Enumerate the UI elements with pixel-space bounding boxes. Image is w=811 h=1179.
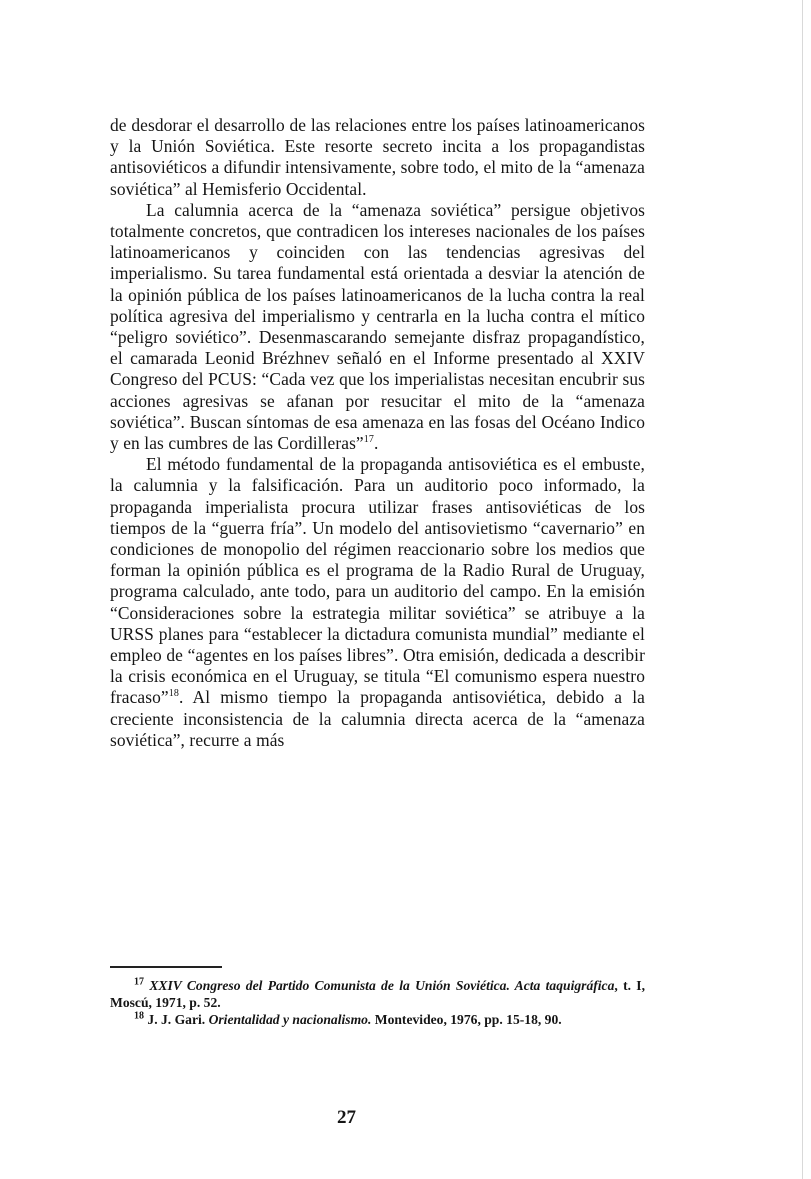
footnote-ref-18: 18 (168, 688, 179, 700)
paragraph-2 (110, 200, 645, 454)
paragraph-2-text: La calumnia acerca de la “amenaza soviética” persigue objetivos totalmente concretos, que contradicen los intereses nacionales de los países latinoamericanos y coinciden con las tendencias agresivas del imperialismo. Su tarea fundamental está orientada a desviar la atención de la opinión pública de los países latinoamericanos de la lucha contra la real política agresiva del imperialismo y centrarla en la lucha contra el mítico “peligro soviético”. Desenmascarando semejante disfraz propagandístico, el camarada Leonid Brézhnev señaló en el Informe presentado al XXIV Congreso del PCUS: “Cada vez que los imperialistas necesitan encubrir sus acciones agresivas se afanan por resucitar el mito de la “amenaza soviética”. Buscan síntomas de esa amenaza en las fosas del Océano Indico y en las cumbres de las Cordilleras” (110, 199, 645, 454)
footnote-17 (110, 977, 645, 1011)
paragraph-1 (110, 115, 645, 200)
footnote-17-number: 17 (134, 976, 144, 988)
footnote-18-title: Orientalidad y nacionalismo. (208, 1012, 372, 1027)
footnote-17-title: XXIV Congreso del Partido Comunista de la Unión Soviética. Acta taquigráfica (149, 978, 615, 993)
footnote-18-author: J. J. Gari. (147, 1012, 209, 1027)
page-edge-line (802, 0, 803, 1179)
footnote-ref-17: 17 (363, 434, 374, 446)
paragraph-2-end: . (373, 433, 379, 454)
footnotes (110, 977, 645, 1028)
footnote-18 (110, 1011, 645, 1028)
footnote-18-rest: Montevideo, 1976, pp. 15-18, 90. (371, 1012, 562, 1027)
paragraph-3 (110, 454, 645, 751)
paragraph-1-text: de desdorar el desarrollo de las relaciones entre los países latinoamericanos y la Unión Soviética. Este resorte secreto incita a los propagandistas antisoviéticos a difundir intensivamente, sobre todo, el mito de la “amenaza soviética” al Hemisferio Occidental. (110, 115, 645, 199)
main-text (110, 115, 645, 751)
footnote-18-number: 18 (134, 1010, 144, 1022)
paragraph-3-text-b: . Al mismo tiempo la propaganda antisoviética, debido a la creciente inconsistencia de la calumnia directa acerca de la “amenaza soviética”, recurre a más (110, 687, 645, 750)
page-number: 27 (337, 1107, 356, 1128)
footnote-17-rest: , t. I, Moscú, 1971, p. 52. (110, 978, 645, 1010)
paragraph-3-text-a: El método fundamental de la propaganda antisoviética es el embuste, la calumnia y la falsificación. Para un auditorio poco informado, la propaganda imperialista procura utilizar frases antisoviéticas de los tiempos de la “guerra fría”. Un modelo del antisovietismo “cavernario” en condiciones de monopolio del régimen reaccionario sobre los medios que forman la opinión pública es el programa de la Radio Rural de Uruguay, programa calculado, ante todo, para un auditorio del campo. En la emisión “Consideraciones sobre la estrategia militar soviética” se atribuye a la URSS planes para “establecer la dictadura comunista mundial” mediante el empleo de “agentes en los países libres”. Otra emisión, dedicada a describir la crisis económica en el Uruguay, se titula “El comunismo espera nuestro fracaso” (110, 454, 645, 708)
footnote-divider (110, 966, 222, 968)
